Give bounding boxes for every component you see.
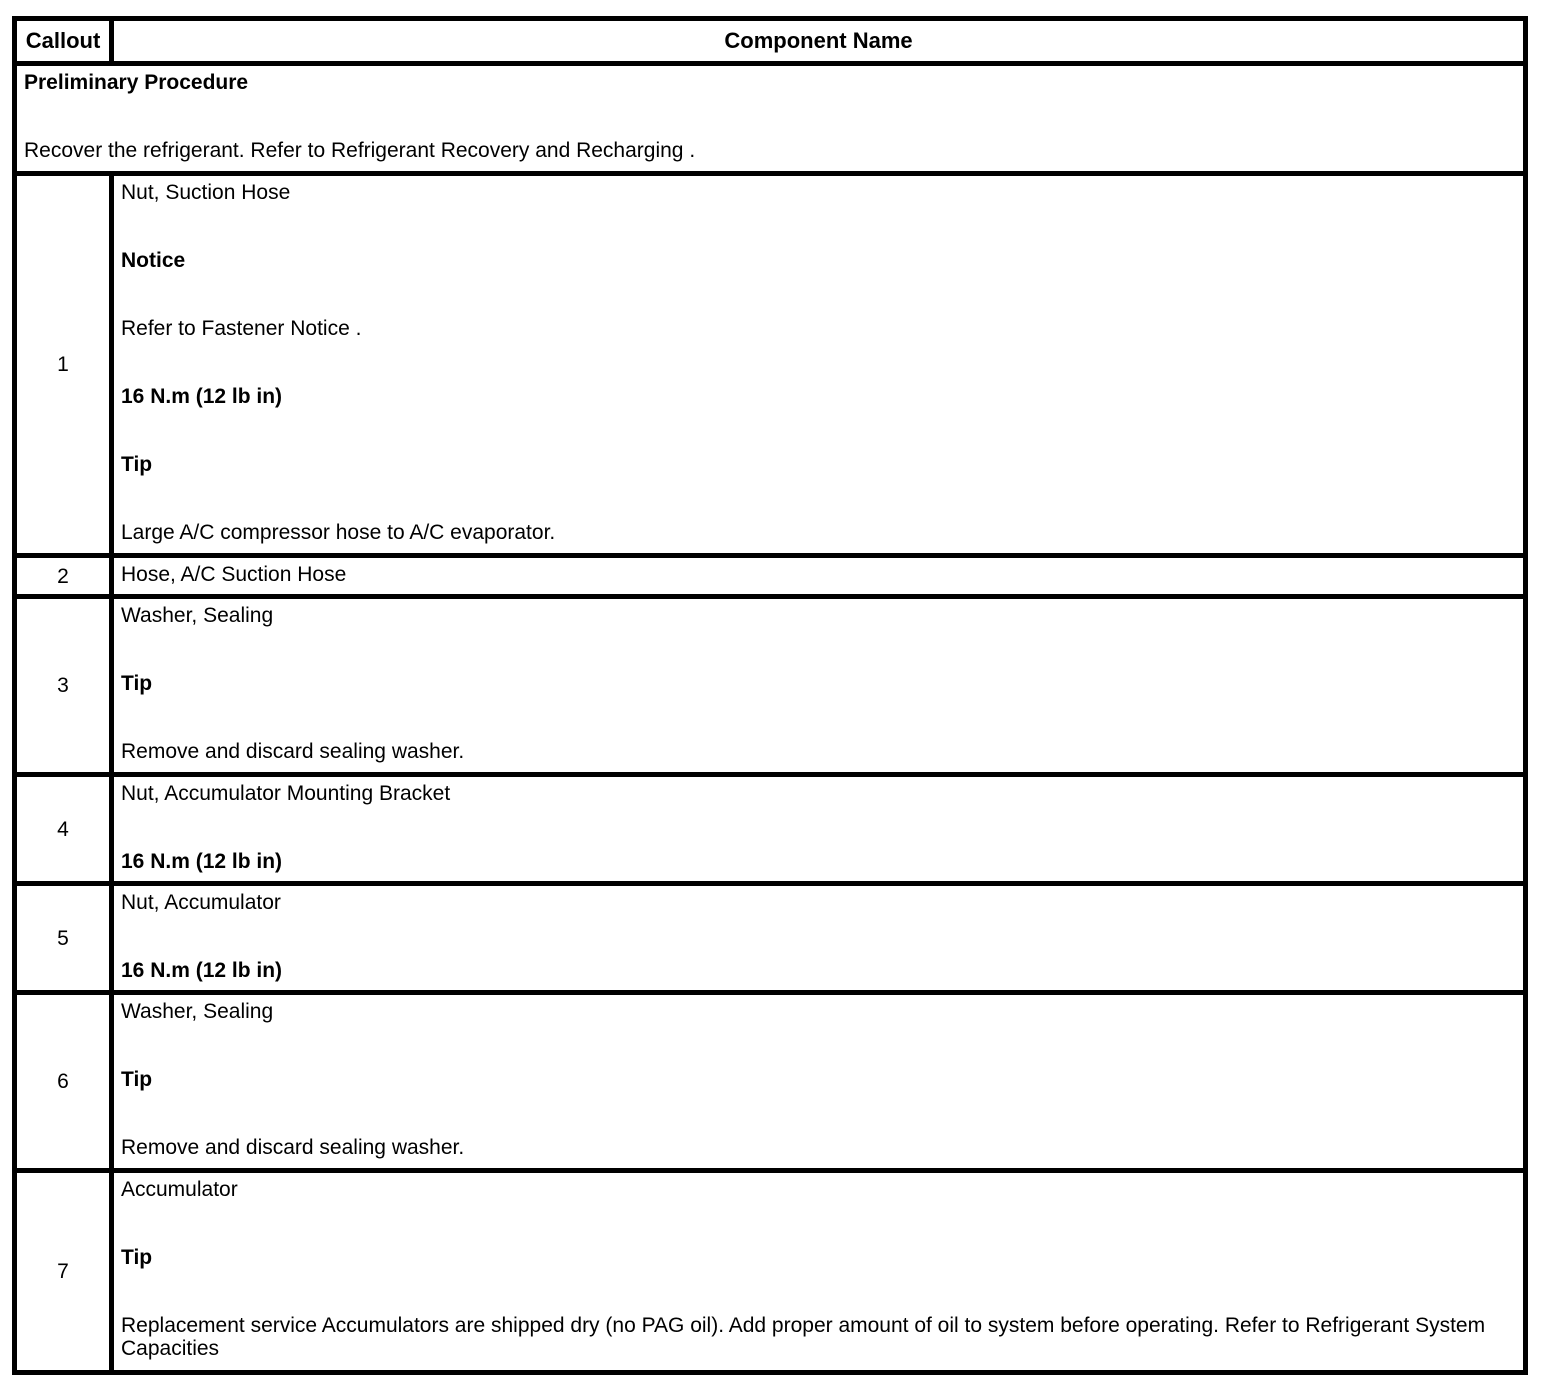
- table-row: [15, 775, 1526, 884]
- torque-spec: 16 N.m (12 lb in): [121, 850, 283, 873]
- component-cell: [112, 775, 1526, 884]
- tip-text: Remove and discard sealing washer.: [121, 740, 465, 763]
- torque-spec: 16 N.m (12 lb in): [121, 385, 283, 408]
- table-row: [15, 597, 1526, 775]
- tip-text: Large A/C compressor hose to A/C evaporator.: [121, 521, 556, 544]
- callout-number: 4: [15, 775, 112, 884]
- component-cell: [112, 556, 1526, 597]
- component-name: Washer, Sealing: [121, 1000, 274, 1023]
- table-header-row: [15, 19, 1526, 64]
- tip-text: Replacement service Accumulators are shipped dry (no PAG oil). Add proper amount of oil to system before operating. Refer to Refrigerant System Capacities: [121, 1314, 1486, 1360]
- component-name-column-header: Component Name: [112, 19, 1526, 64]
- component-cell: [112, 993, 1526, 1171]
- preliminary-procedure-cell: [15, 64, 1526, 174]
- preliminary-procedure-row: [15, 64, 1526, 174]
- tip-label: Tip: [121, 672, 153, 695]
- callout-number: 2: [15, 556, 112, 597]
- component-name: Nut, Suction Hose: [121, 181, 291, 204]
- component-name: Hose, A/C Suction Hose: [121, 563, 347, 586]
- table-row: [15, 1171, 1526, 1373]
- table-row: [15, 993, 1526, 1171]
- component-cell: [112, 884, 1526, 993]
- table-row: [15, 884, 1526, 993]
- component-name: Nut, Accumulator: [121, 891, 281, 914]
- preliminary-procedure-title: Preliminary Procedure: [24, 71, 249, 94]
- component-cell: [112, 174, 1526, 556]
- component-callout-table: [12, 16, 1528, 1375]
- component-cell: [112, 597, 1526, 775]
- callout-number: 3: [15, 597, 112, 775]
- component-name: Accumulator: [121, 1178, 238, 1201]
- table-row: [15, 556, 1526, 597]
- tip-text: Remove and discard sealing washer.: [121, 1136, 465, 1159]
- component-name: Nut, Accumulator Mounting Bracket: [121, 782, 451, 805]
- callout-number: 5: [15, 884, 112, 993]
- callout-number: 1: [15, 174, 112, 556]
- component-cell: [112, 1171, 1526, 1373]
- callout-number: 7: [15, 1171, 112, 1373]
- notice-text: Refer to Fastener Notice .: [121, 317, 362, 340]
- notice-label: Notice: [121, 249, 186, 272]
- callout-number: 6: [15, 993, 112, 1171]
- tip-label: Tip: [121, 1068, 153, 1091]
- preliminary-procedure-body: Recover the refrigerant. Refer to Refrigerant Recovery and Recharging .: [24, 139, 696, 162]
- callout-column-header: Callout: [15, 19, 112, 64]
- tip-label: Tip: [121, 1246, 153, 1269]
- tip-label: Tip: [121, 453, 153, 476]
- component-name: Washer, Sealing: [121, 604, 274, 627]
- table-row: [15, 174, 1526, 556]
- torque-spec: 16 N.m (12 lb in): [121, 959, 283, 982]
